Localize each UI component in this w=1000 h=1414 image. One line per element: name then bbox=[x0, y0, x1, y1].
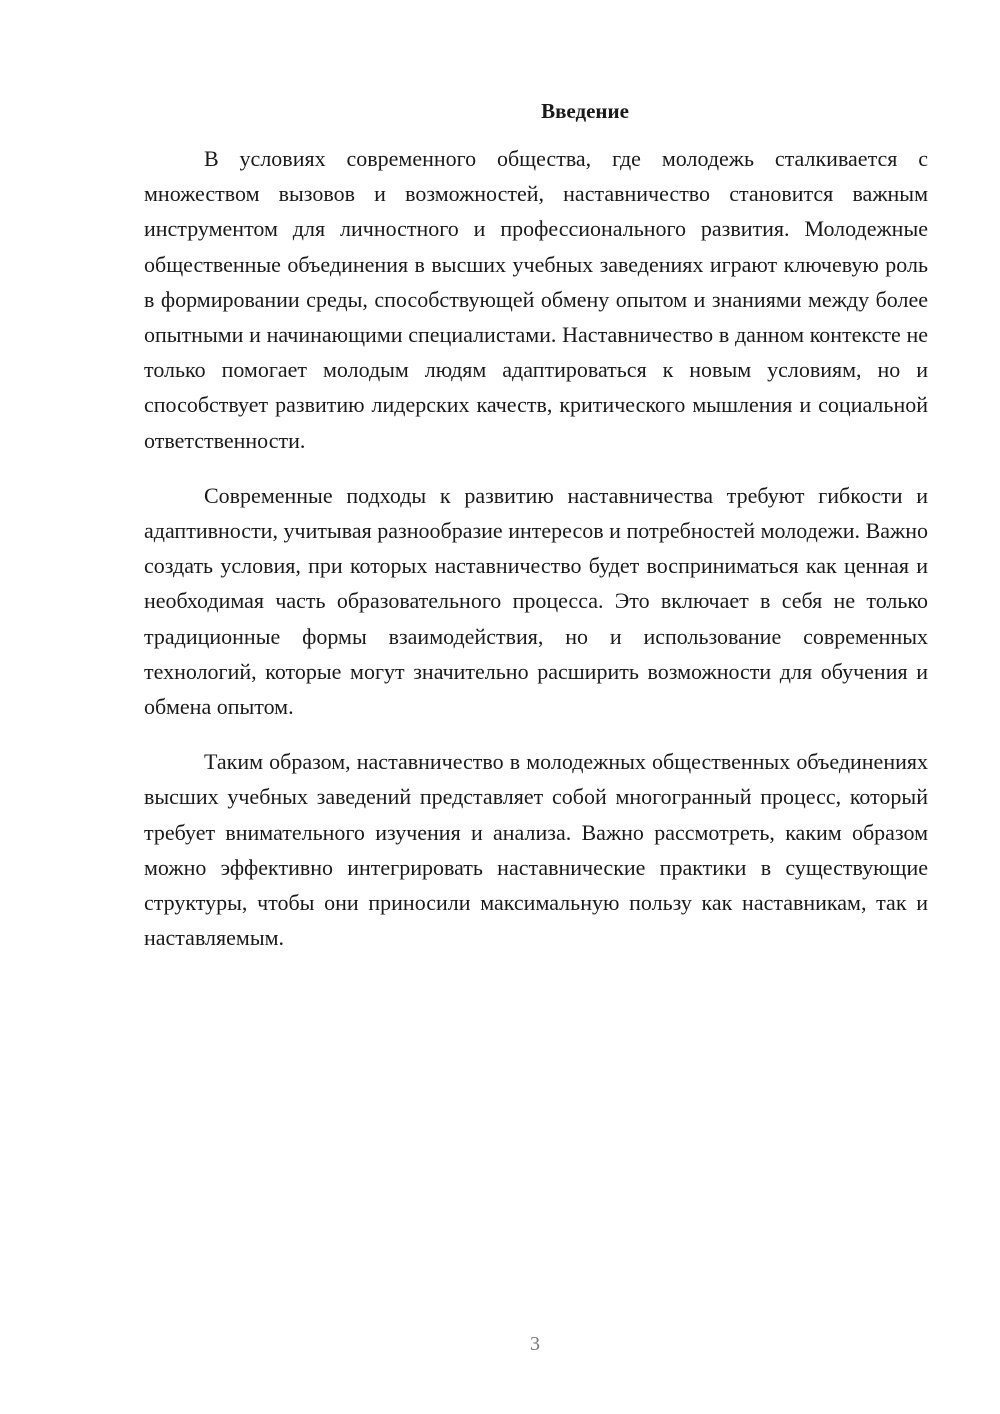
section-heading: Введение bbox=[541, 99, 629, 123]
page-number: 3 bbox=[530, 1333, 540, 1355]
paragraph-1: В условиях современного общества, где молодежь сталкивается с множеством вызовов и возможностей, наставничество становится важным инструментом для личностного и профессионального развития. Молодежные общественные объединения в высших учебных заведениях играют ключевую роль в формировании среды, способствующей обмену опытом и знаниями между более опытными и начинающими специалистами. Наставничество в данном контексте не только помогает молодым людям адаптироваться к новым условиям, но и способствует развитию лидерских качеств, критического мышления и социальной ответственности. bbox=[144, 146, 928, 453]
paragraph-3: Таким образом, наставничество в молодежных общественных объединениях высших учебных заведений представляет собой многогранный процесс, который требует внимательного изучения и анализа. Важно рассмотреть, каким образом можно эффективно интегрировать наставнические практики в существующие структуры, чтобы они приносили максимальную пользу как наставникам, так и наставляемым. bbox=[144, 749, 928, 951]
paragraph-2: Современные подходы к развитию наставничества требуют гибкости и адаптивности, учитывая разнообразие интересов и потребностей молодежи. Важно создать условия, при которых наставничество будет восприниматься как ценная и необходимая часть образовательного процесса. Это включает в себя не только традиционные формы взаимодействия, но и использование современных технологий, которые могут значительно расширить возможности для обучения и обмена опытом. bbox=[144, 482, 928, 720]
page-content bbox=[144, 95, 928, 975]
